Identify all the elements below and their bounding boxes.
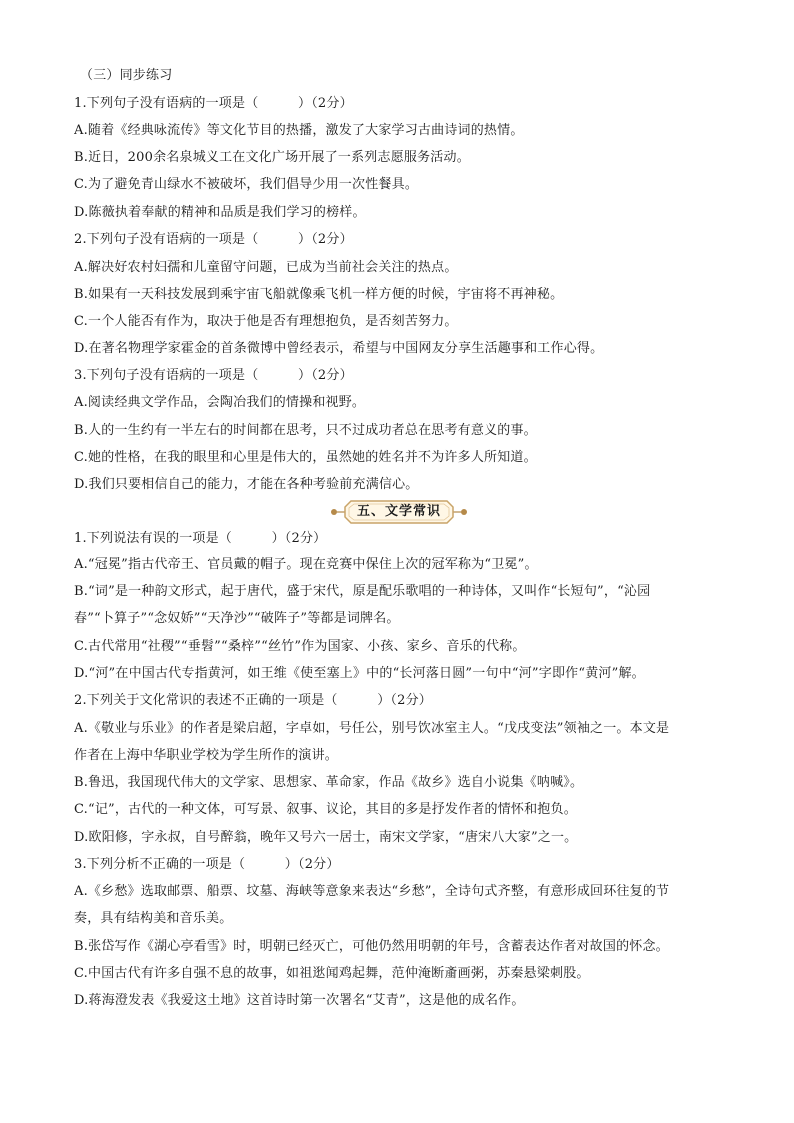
- literature-question-1-option-c: C.古代常用“社稷”“垂髫”“桑梓”“丝竹”作为国家、小孩、家乡、音乐的代称。: [74, 639, 526, 654]
- question-1-option-c: C.为了避免青山绿水不被破坏，我们倡导少用一次性餐具。: [74, 177, 419, 192]
- banner-title: 五、文学常识: [356, 504, 441, 519]
- literature-question-2-option-a-line-2: 作者在上海中华职业学校为学生所作的演讲。: [74, 748, 339, 763]
- literature-question-3-option-a-line-1: A.《乡愁》选取邮票、船票、坟墓、海峡等意象来表达“乡愁”，全诗句式齐整，有意形成回环往复的节: [74, 884, 670, 899]
- question-1-stem: 1.下列句子没有语病的一项是（ ）（2分）: [74, 96, 353, 111]
- literature-question-2-option-c: C.“记”，古代的一种文体，可写景、叙事、议论，其目的多是抒发作者的情怀和抱负。: [74, 802, 577, 817]
- question-1-option-d: D.陈薇执着奉献的精神和品质是我们学习的榜样。: [74, 205, 366, 220]
- literature-question-3-option-c: C.中国古代有许多自强不息的故事，如祖逖闻鸡起舞，范仲淹断齑画粥，苏秦悬梁刺股。: [74, 966, 590, 981]
- literature-question-3-option-a-line-2: 奏，具有结构美和音乐美。: [74, 911, 233, 926]
- literature-question-2-option-a-line-1: A.《敬业与乐业》的作者是梁启超，字卓如，号任公，别号饮冰室主人。“戊戌变法”领袖之一。本文是: [74, 721, 670, 736]
- question-2-option-c: C.一个人能否有作为，取决于他是否有理想抱负，是否刻苦努力。: [74, 314, 458, 329]
- question-3-option-d: D.我们只要相信自己的能力，才能在各种考验前充满信心。: [74, 477, 419, 492]
- literature-question-2-stem: 2.下列关于文化常识的表述不正确的一项是（ ）（2分）: [74, 693, 432, 708]
- question-1-option-a: A.随着《经典咏流传》等文化节目的热播，激发了大家学习古曲诗词的热情。: [74, 123, 524, 138]
- question-2-stem: 2.下列句子没有语病的一项是（ ）（2分）: [74, 232, 353, 247]
- question-2-option-d: D.在著名物理学家霍金的首条微博中曾经表示，希望与中国网友分享生活趣事和工作心得。: [74, 341, 604, 356]
- literature-question-2-option-b: B.鲁迅，我国现代伟大的文学家、思想家、革命家，作品《故乡》选自小说集《呐喊》。: [74, 775, 584, 790]
- literature-question-3-option-b: B.张岱写作《湖心亭看雪》时，明朝已经灭亡，可他仍然用明朝的年号，含蓄表达作者对故国的怀念。: [74, 939, 669, 954]
- literature-question-2-option-d: D.欧阳修，字永叔，自号醉翁，晚年又号六一居士，南宋文学家，“唐宋八大家”之一。: [74, 830, 578, 845]
- question-1-option-b: B.近日，200余名泉城义工在文化广场开展了一系列志愿服务活动。: [74, 150, 470, 165]
- literature-question-1-stem: 1.下列说法有误的一项是（ ）（2分）: [74, 531, 327, 546]
- literature-question-3-stem: 3.下列分析不正确的一项是（ ）（2分）: [74, 857, 340, 872]
- section-banner-literature: [329, 497, 469, 527]
- question-2-option-b: B.如果有一天科技发展到乘宇宙飞船就像乘飞机一样方便的时候，宇宙将不再神秘。: [74, 287, 564, 302]
- question-3-option-b: B.人的一生约有一半左右的时间都在思考，只不过成功者总在思考有意义的事。: [74, 423, 537, 438]
- question-3-option-a: A.阅读经典文学作品，会陶冶我们的情操和视野。: [74, 395, 366, 410]
- literature-question-3-option-d: D.蒋海澄发表《我爱这土地》这首诗时第一次署名“艾青”，这是他的成名作。: [74, 993, 525, 1008]
- question-2-option-a: A.解决好农村妇孺和儿童留守问题，已成为当前社会关注的热点。: [74, 260, 458, 275]
- question-3-option-c: C.她的性格，在我的眼里和心里是伟大的，虽然她的姓名并不为许多人所知道。: [74, 450, 537, 465]
- literature-question-1-option-d: D.“河”在中国古代专指黄河，如王维《使至塞上》中的“长河落日圆”一句中“河”字即作“黄河”解。: [74, 666, 645, 681]
- literature-question-1-option-a: A.“冠冕”指古代帝王、官员戴的帽子。现在竞赛中保住上次的冠军称为“卫冕”。: [74, 557, 538, 572]
- question-3-stem: 3.下列句子没有语病的一项是（ ）（2分）: [74, 368, 353, 383]
- literature-question-1-option-b-line-1: B.“词”是一种韵文形式，起于唐代，盛于宋代，原是配乐歌唱的一种诗体，又叫作“长短句”，“沁园: [74, 584, 651, 599]
- literature-question-1-option-b-line-2: 春”“卜算子”“念奴娇”“天净沙”“破阵子”等都是词牌名。: [74, 611, 400, 626]
- section-heading-sync-practice: （三）同步练习: [80, 68, 173, 83]
